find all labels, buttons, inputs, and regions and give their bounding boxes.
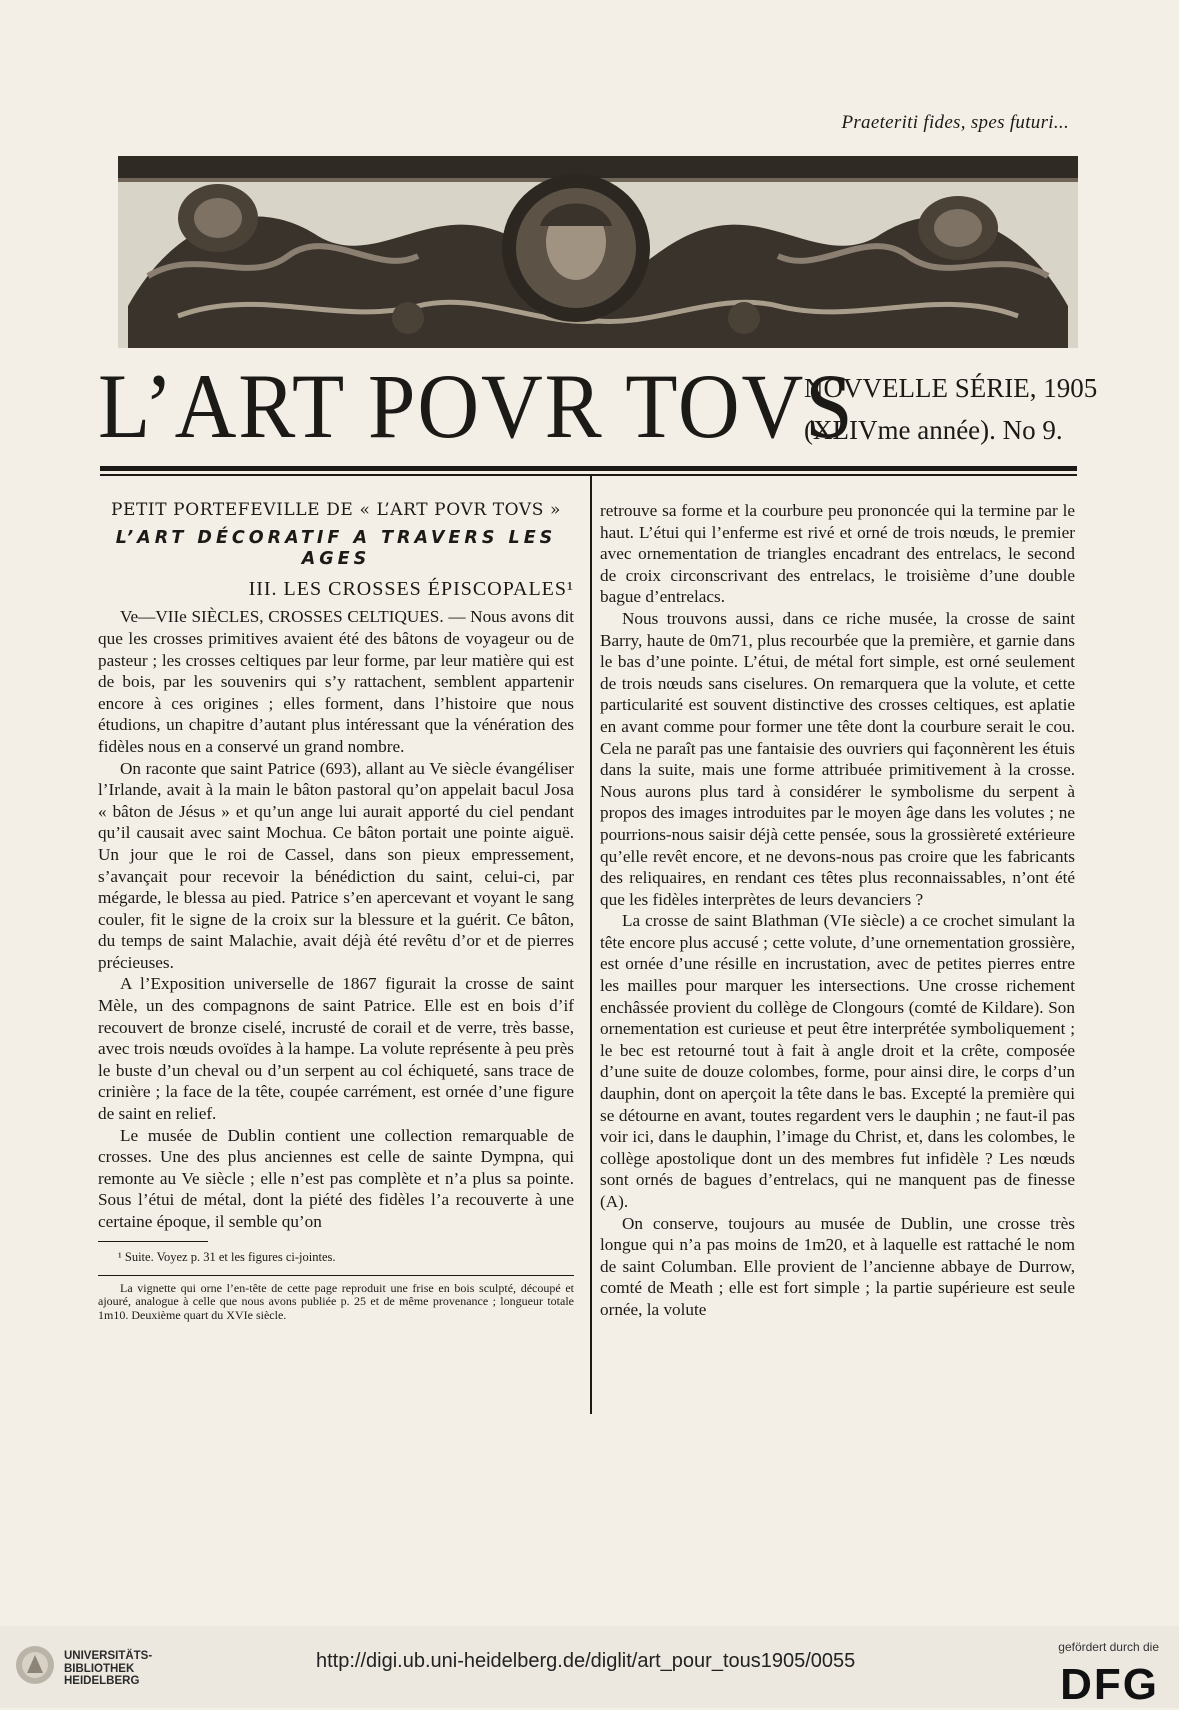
- funding-text: gefördert durch die: [1058, 1640, 1159, 1654]
- thin-rule: [100, 474, 1077, 476]
- paragraph: On conserve, toujours au musée de Dublin, une crosse très longue qui n’a pas moins de 1m20, et à laquelle est rattaché le nom de saint Columban. Elle provient de l’ancienne abbaye de Durrow, comté de Meath ; elle est fort simple ; la partie supérieure est seule ornée, la volute: [600, 1213, 1075, 1319]
- article-title: III. LES CROSSES ÉPISCOPALES¹: [248, 577, 574, 600]
- series-info: [804, 374, 1097, 445]
- series-subheading: L’ART DÉCORATIF A TRAVERS LES AGES: [115, 527, 557, 570]
- vignette-note: La vignette qui orne l’en-tête de cette page reproduit une frise en bois sculpté, découpé et ajouré, analogue à celle que nous avons publiée p. 25 et de même provenance ; longueur totale 1m10. Deuxième quart du XVIe siècle.: [98, 1280, 574, 1322]
- footnote-separator: [98, 1241, 208, 1242]
- heavy-rule: [100, 466, 1077, 471]
- right-column: [600, 500, 1075, 1321]
- paragraph: Nous trouvons aussi, dans ce riche musée, la crosse de saint Barry, haute de 0m71, plus recourbée que la première, et garnie dans le bas d’une pointe. L’étui, de métal fort simple, est orné seulement de trois nœuds sans ciselures. On remarquera que la volute, et cette particularité est souvent distinctive des crosses celtiques, est aplatie en avant comme pour former une tête dont la courbure serait le cou. Cela ne paraît pas une fantaisie des ouvriers qui façonnèrent les étuis dans la suite, mais une forme attribuée primitivement à la crosse. Nous aurons plus tard à considérer le symbolisme du serpent à propos des images introduites par le moyen âge dans les volutes ; ne pourrions-nous saisir déjà cette pensée, sous la grossièreté extérieure qu’elle revêt encore, et ne devons-nous pas croire que les fabricants des reliquaires, en rendant ces têtes plus reconnaissables, n’ont été que les fidèles interprètes de leurs devanciers ?: [600, 608, 1075, 909]
- paragraph: Le musée de Dublin contient une collection remarquable de crosses. Une des plus anciennes est celle de sainte Dympna, qui remonte au Ve siècle ; elle n’est pas complète et n’a plus sa pointe. Sous l’étui de métal, dont la piété des fidèles l’a recouverte à une certaine époque, il semble qu’on: [98, 1125, 574, 1231]
- source-url-link[interactable]: http://digi.ub.uni-heidelberg.de/diglit/art_pour_tous1905/0055: [316, 1650, 856, 1672]
- section-heading: PETIT PORTEFEVILLE DE « L’ART POVR TOVS »: [110, 500, 562, 520]
- dfg-logo: DFG: [1060, 1660, 1159, 1709]
- series-line-1: NOVVELLE SÉRIE, 1905: [804, 373, 1098, 403]
- paragraph: Ve—VIIe SIÈCLES, CROSSES CELTIQUES. — Nous avons dit que les crosses primitives avaient été des bâtons de voyageur ou de pasteur ; les crosses celtiques par leur forme, par leur matière qui est de bois, par les souvenirs qui s’y rattachent, semblent appartenir encore à ces origines ; elles forment, dans l’histoire que nous étudions, un chapitre d’autant plus intéressant que la vénération des fidèles nous en a conservé un grand nombre.: [98, 607, 574, 756]
- magazine-title: L’ART POVR TOVS: [98, 355, 855, 457]
- paragraph: A l’Exposition universelle de 1867 figurait la crosse de saint Mèle, un des compagnons de saint Patrice. Elle est en bois d’if recouvert de bronze ciselé, incrusté de corail et de verre, très basse, avec trois nœuds ovoïdes à la hampe. La volute représente à peu près le buste d’un cheval ou d’un serpent au col échiqueté, sans trace de crinière ; la face de la tête, coupée carrément, est ornée d’une figure de saint en relief.: [98, 974, 574, 1124]
- paragraph: On raconte que saint Patrice (693), allant au Ve siècle évangéliser l’Irlande, avait à la main le bâton pastoral qu’on appelait bacul Josa « bâton de Jésus » et qu’un ange lui aurait apporté du ciel pendant qu’il causait avec saint Mochua. Ce bâton portait une pointe aiguë. Un jour que le roi de Cassel, dans son pieux empressement, s’avançait pour recevoir la bénédiction du saint, celui-ci, par mégarde, le blessa au pied. Patrice s’en apercevant et voyant le sang couler, fit le signe de la croix sur la blessure et la guérit. Ce bâton, du temps de saint Malachie, avait déjà été revêtu d’or et de pierres précieuses.: [98, 758, 574, 972]
- library-name: [64, 1650, 152, 1688]
- paragraph: retrouve sa forme et la courbure peu prononcée qui la termine par le haut. L’étui qui l’enferme est rivé et orné de trois nœuds, le premier avec ornementation de triangles encadrant des entrelacs, le second de croix circonscrivant des entrelacs, le troisième d’une double bague d’entrelacs.: [600, 501, 1075, 607]
- library-line-1: UNIVERSITÄTS-: [64, 1650, 153, 1662]
- column-divider: [590, 474, 592, 1414]
- footnote: ¹ Suite. Voyez p. 31 et les figures ci-jointes.: [118, 1249, 336, 1264]
- paragraph: La crosse de saint Blathman (VIe siècle) a ce crochet simulant la tête encore plus accusé ; cette volute, d’une ornementation grossière, est ornée d’une résille en incrustation, avec de petites pierres entre les mailles pour marquer les intersections. Une crosse richement enchâssée provient du collège de Clongours (comté de Kildare). Son ornementation est curieuse et peut être interprétée symboliquement ; le bec est retourné tout à fait à angle droit et la crête, composée d’une suite de douze colombes, forme, pour ainsi dire, le corps d’un dauphin, dont on aperçoit la tête dans le bas. Excepté la première qui se détourne en avant, toutes regardent vers le dauphin ; ne faut-il pas voir ici, dans le dauphin, l’image du Christ, et, dans les colombes, le collège apostolique dont un des membres fut infidèle ? Les nœuds sont ornés de bagues d’entrelacs, qui ne manquent pas de finesse (A).: [600, 911, 1075, 1211]
- series-line-2: (XLIVme année). No 9.: [804, 414, 1063, 445]
- carved-frieze-image: [118, 156, 1078, 348]
- library-line-2: BIBLIOTHEK: [64, 1662, 135, 1675]
- motto: Praeteriti fides, spes futuri...: [841, 112, 1069, 133]
- left-column: [98, 500, 574, 1322]
- note-separator: [98, 1275, 574, 1276]
- library-line-3: HEIDELBERG: [64, 1675, 140, 1687]
- university-seal-icon: [14, 1644, 56, 1686]
